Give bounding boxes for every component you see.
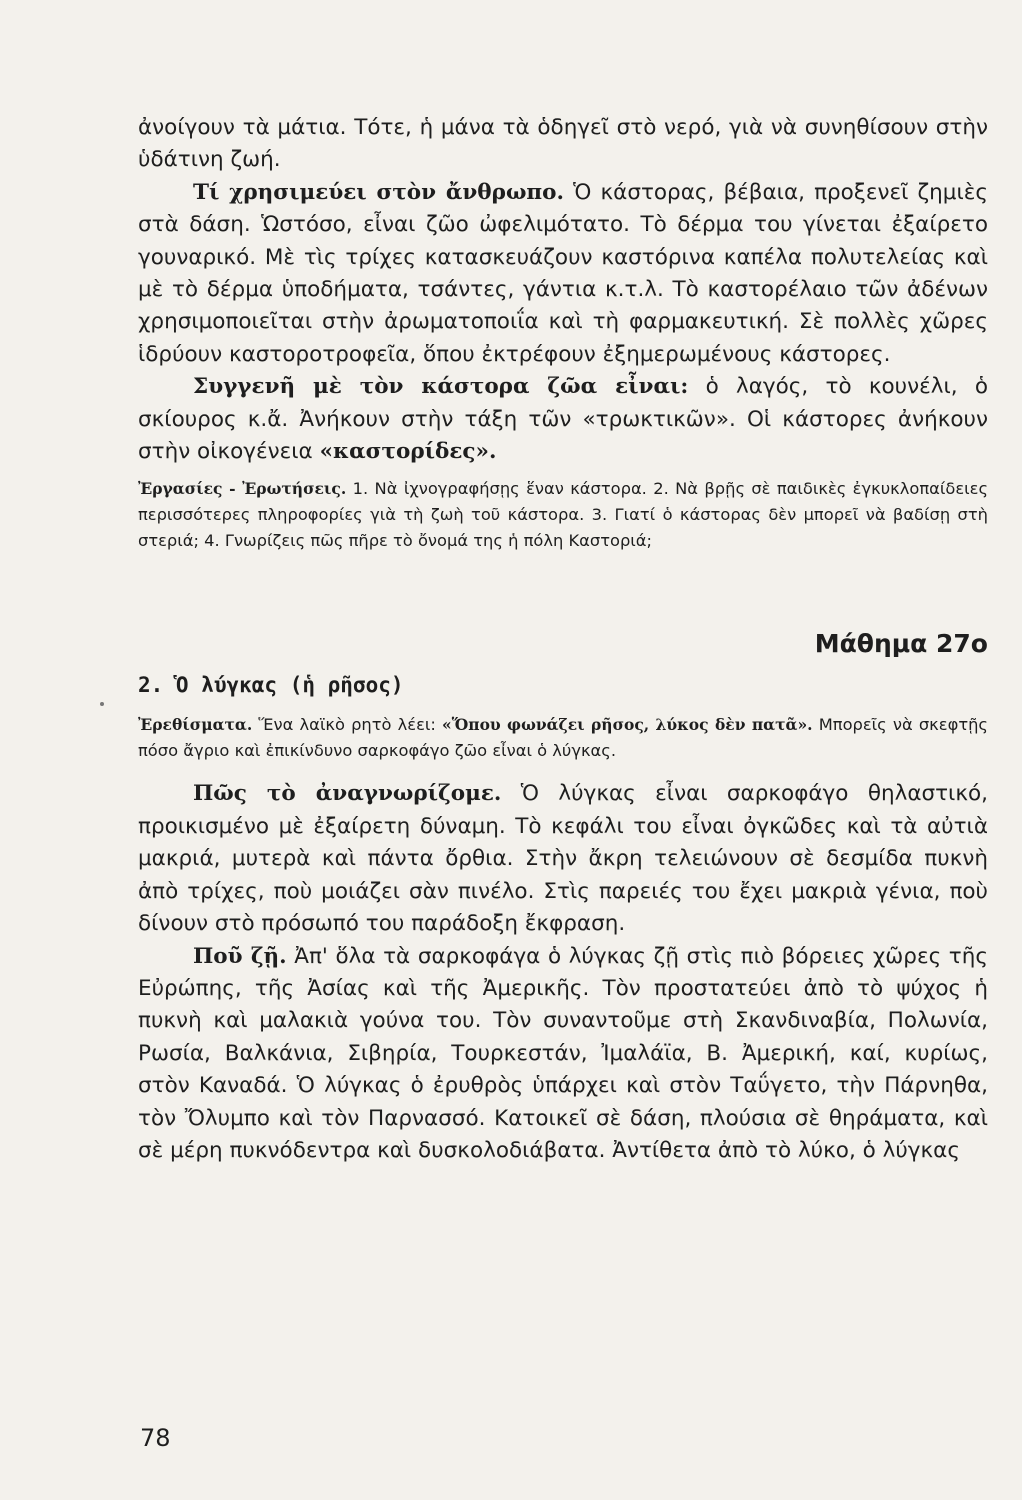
section-title: 2. Ὁ λύγκας (ἡ ρῆσος)	[138, 673, 404, 698]
tasks-questions: Ἐργασίες - Ἐρωτήσεις. 1. Νὰ ἰχνογραφήσῃς ἕναν κάστορα. 2. Νὰ βρῇς σὲ παιδικὲς ἐγκυκλοπαίδειες περισσότερες πληροφορίες γιὰ τὴ ζωὴ τοῦ κάστορα. 3. Γιατί ὁ κάστορας δὲν μπορεῖ νὰ βαδίσῃ στὴ στεριά; 4. Γνωρίζεις πῶς πῆρε τὸ ὄνομά της ἡ πόλη Καστοριά;	[138, 479, 988, 551]
stimuli: Ἐρεθίσματα. Ἕνα λαϊκὸ ρητὸ λέει: «Ὅπου φωνάζει ρῆσος, λύκος δὲν πατᾶ». Μπορεῖς νὰ σκεφτῇς πόσο ἄγριο καὶ ἐπικίνδυνο σαρκοφάγο ζῶο εἶναι ὁ λύγκας.	[138, 715, 988, 761]
paragraph-heading: Ποῦ ζῇ.	[193, 943, 287, 969]
paragraph-heading: Τί χρησιμεύει στὸν ἄνθρωπο.	[193, 179, 564, 205]
margin-dot	[100, 702, 104, 706]
paragraph-heading: Συγγενῆ μὲ τὸν κάστορα ζῶα εἶναι:	[193, 374, 689, 400]
paragraph-habitat: Ποῦ ζῇ. Ἀπ' ὅλα τὰ σαρκοφάγα ὁ λύγκας ζῇ στὶς πιὸ βόρειες χῶρες τῆς Εὐρώπης, τῆς Ἀσίας καὶ τῆς Ἀμερικῆς. Τὸν προστατεύει ἀπὸ τὸ ψύχος ἡ πυκνὴ καὶ μαλακιὰ γούνα του. Τὸν συναντοῦμε στὴ Σκανδιναβία, Πολωνία, Ρωσία, Βαλκάνια, Σιβηρία, Τουρκεστάν, Ἰμαλάϊα, Β. Ἀμερική, καί, κυρίως, στὸν Καναδά. Ὁ λύγκας ὁ ἐρυθρὸς ὑπάρχει καὶ στὸν Ταΰγετο, τὴν Πάρνηθα, τὸν Ὄλυμπο καὶ τὸν Παρνασσό. Κατοικεῖ σὲ δάση, πλούσια σὲ θηράματα, καὶ σὲ μέρη πυκνόδεντρα καὶ δυσκολοδιάβατα. Ἀντίθετα ἀπὸ τὸ λύκο, ὁ λύγκας	[138, 943, 988, 1163]
paragraph-human-use: Τί χρησιμεύει στὸν ἄνθρωπο. Ὁ κάστορας, βέβαια, προξενεῖ ζημιὲς στὰ δάση. Ὡστόσο, εἶναι ζῶο ὠφελιμότατο. Τὸ δέρμα του γίνεται ἐξαίρετο γουναρικό. Μὲ τὶς τρίχες κατασκευάζουν καστόρινα καπέλα πολυτελείας καὶ μὲ τὸ δέρμα ὑποδήματα, τσάντες, γάντια κ.τ.λ. Τὸ καστορέλαιο τῶν ἀδένων χρησιμοποιεῖται στὴν ἀρωματοποιΐα καὶ τὴ φαρμακευτική. Σὲ πολλὲς χῶρες ἱδρύουν καστοροτροφεῖα, ὅπου ἐκτρέφουν ἐξημερωμένους κάστορες.	[138, 179, 989, 367]
paragraph-heading: Πῶς τὸ ἀναγνωρίζομε.	[193, 781, 502, 807]
proverb-quote: «Ὅπου φωνάζει ρῆσος, λύκος δὲν πατᾶ».	[442, 715, 813, 735]
paragraph-identification: Πῶς τὸ ἀναγνωρίζομε. Ὁ λύγκας εἶναι σαρκοφάγο θηλαστικό, προικισμένο μὲ ἐξαίρετη δύναμη. Τὸ κεφάλι του εἶναι ὀγκῶδες καὶ τὰ αὐτιὰ μακριά, μυτερὰ καὶ πάντα ὄρθια. Στὴν ἄκρη τελειώνουν σὲ δεσμίδα πυκνὴ ἀπὸ τρίχες, ποὺ μοιάζει σὰν πινέλο. Στὶς παρειές του ἔχει μακριὰ γένια, ποὺ δίνουν στὸ πρόσωπό του παράδοξη ἔκφραση.	[138, 781, 988, 937]
page-number: 78	[140, 1424, 171, 1452]
stimuli-heading: Ἐρεθίσματα.	[138, 715, 253, 735]
paragraph-continuation: ἀνοίγουν τὰ μάτια. Τότε, ἡ μάνα τὰ ὁδηγεῖ στὸ νερό, γιὰ νὰ συνηθίσουν στὴν ὑδάτινη ζωή.	[138, 115, 988, 173]
lesson-title: Μάθημα 27ο	[814, 629, 988, 659]
paragraph-related-animals: Συγγενῆ μὲ τὸν κάστορα ζῶα εἶναι: ὁ λαγός, τὸ κουνέλι, ὁ σκίουρος κ.ἄ. Ἀνήκουν στὴν τάξη τῶν «τρωκτικῶν». Οἱ κάστορες ἀνήκουν στὴν οἰκογένεια «καστορίδες».	[138, 374, 988, 465]
page-body	[138, 112, 988, 1167]
tasks-heading: Ἐργασίες - Ἐρωτήσεις.	[138, 479, 347, 499]
